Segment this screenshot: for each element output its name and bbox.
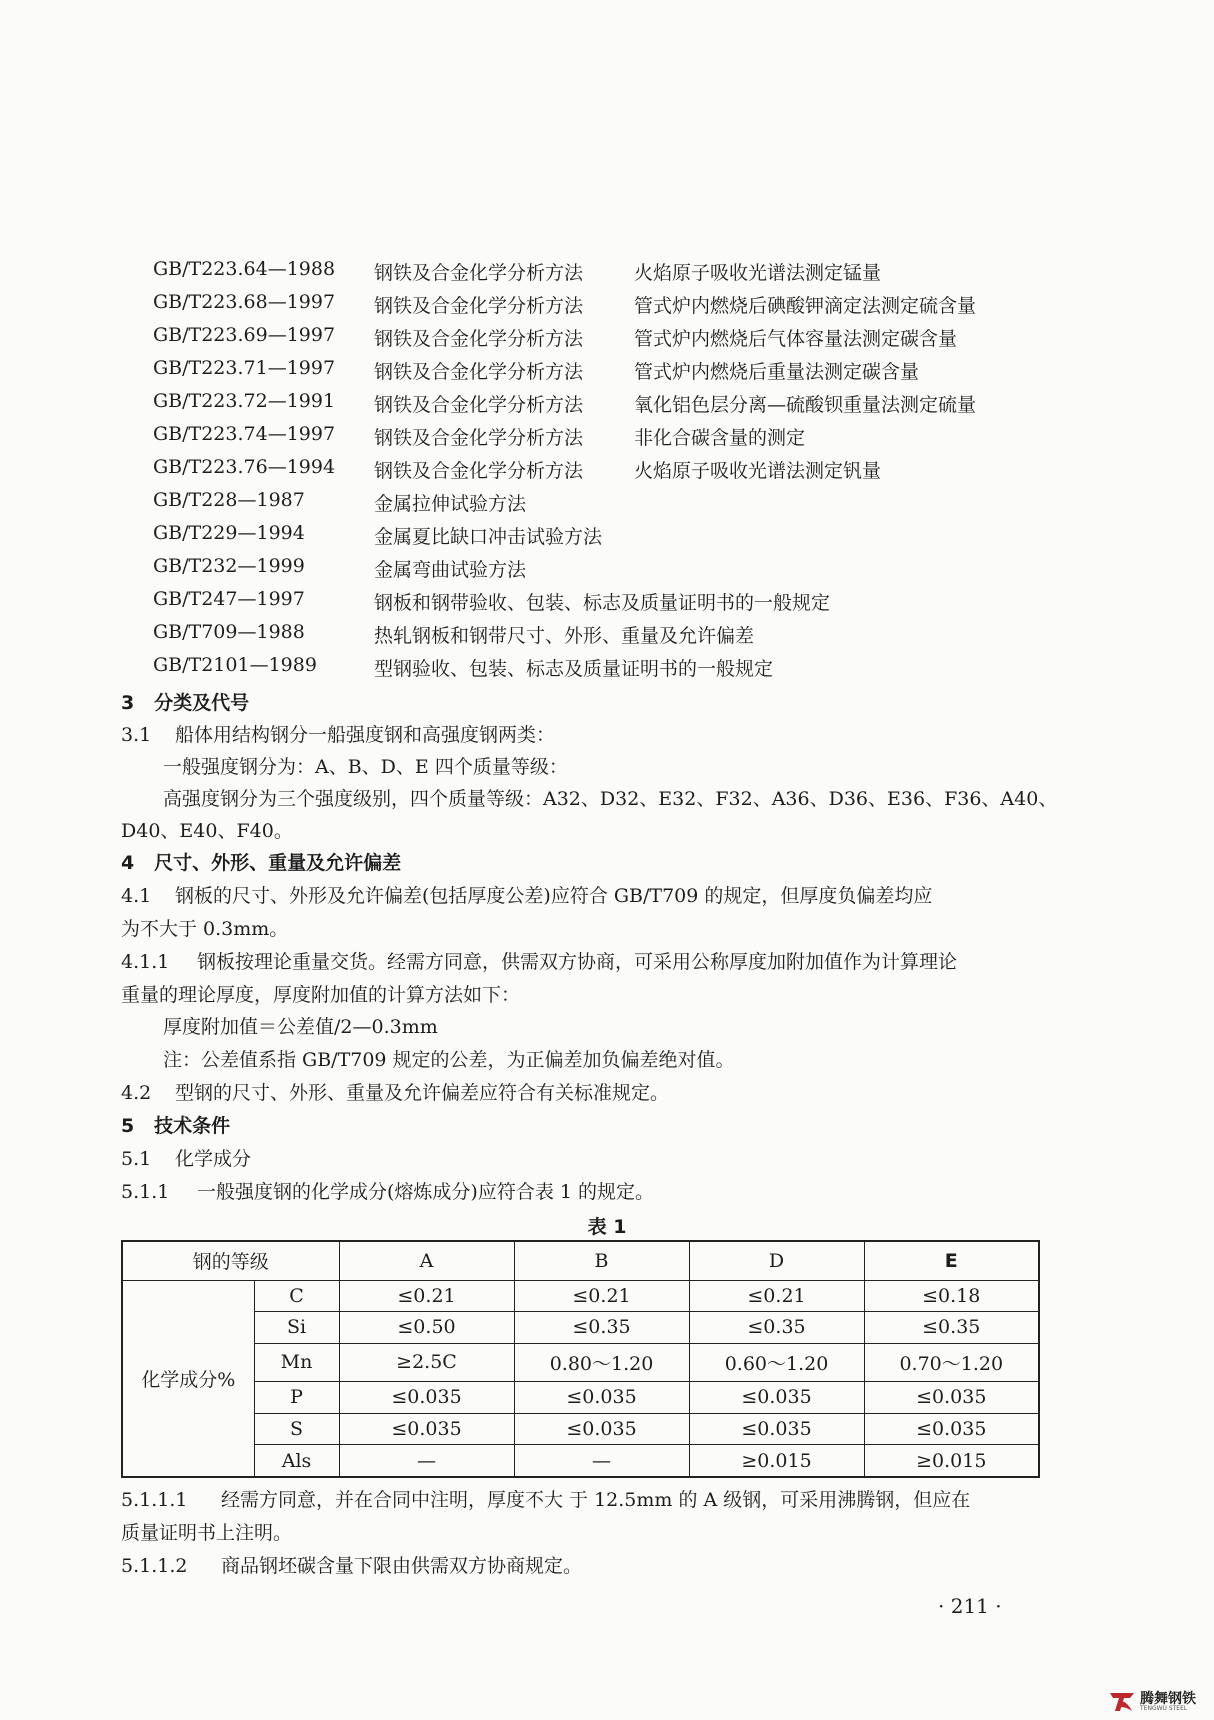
clause-number: 5.1.1.1	[121, 1489, 188, 1511]
reference-title: 热轧钢板和钢带尺寸、外形、重量及允许偏差	[374, 625, 755, 647]
grade-column-header: B	[514, 1241, 689, 1280]
clause-5-1	[121, 1144, 251, 1171]
element-cell: Mn	[254, 1343, 339, 1381]
value-cell: ≤0.035	[864, 1413, 1039, 1445]
reference-title: 金属弯曲试验方法	[374, 559, 527, 581]
reference-code: GB/T223.74—1997	[153, 423, 336, 445]
clause-4-1-cont: 为不大于 0.3mm。	[121, 918, 289, 940]
value-cell: ≤0.35	[514, 1312, 689, 1344]
reference-code: GB/T228—1987	[153, 489, 305, 511]
section-5-heading	[121, 1111, 230, 1138]
section-number: 5	[121, 1115, 135, 1137]
reference-code: GB/T223.72—1991	[153, 390, 336, 412]
clause-number: 5.1.1.2	[121, 1555, 188, 1577]
reference-code: GB/T223.71—1997	[153, 357, 336, 379]
table-row	[122, 1343, 1039, 1381]
reference-title: 金属拉伸试验方法	[374, 493, 527, 515]
value-cell: ≤0.035	[339, 1413, 514, 1445]
clause-text: 商品钢坯碳含量下限由供需双方协商规定。	[221, 1555, 583, 1577]
value-cell: 0.60～1.20	[689, 1343, 864, 1381]
element-cell: Als	[254, 1445, 339, 1477]
clause-text: 钢板按理论重量交货。经需方同意，供需双方协商，可采用公称厚度加附加值作为计算理论	[197, 951, 958, 973]
clause-4-2	[121, 1078, 669, 1105]
clause-number: 4.1	[121, 885, 152, 907]
section-title: 分类及代号	[154, 692, 250, 714]
grade-column-header: E	[864, 1241, 1039, 1280]
section-number: 4	[121, 852, 135, 874]
section-number: 3	[121, 692, 135, 714]
formula: 厚度附加值＝公差值/2—0.3mm	[163, 1016, 438, 1038]
brand-logo	[1108, 1688, 1212, 1716]
reference-subtitle: 非化合碳含量的测定	[634, 427, 806, 449]
value-cell: 0.80～1.20	[514, 1343, 689, 1381]
clause-text: 经需方同意，并在合同中注明，厚度不大 于 12.5mm 的 A 级钢，可采用沸腾钢，但应在	[221, 1489, 971, 1511]
clause-5-1-1-2	[121, 1551, 582, 1578]
reference-subtitle: 氧化铝色层分离—硫酸钡重量法测定硫量	[634, 394, 977, 416]
reference-title: 钢铁及合金化学分析方法	[374, 328, 584, 350]
reference-title: 钢铁及合金化学分析方法	[374, 460, 584, 482]
clause-text: 化学成分	[175, 1148, 252, 1170]
reference-subtitle: 管式炉内燃烧后重量法测定碳含量	[634, 361, 920, 383]
reference-subtitle: 管式炉内燃烧后气体容量法测定碳含量	[634, 328, 958, 350]
section-3-heading	[121, 688, 249, 715]
clause-4-1-1-cont: 重量的理论厚度，厚度附加值的计算方法如下：	[121, 984, 521, 1006]
value-cell: ≥0.015	[689, 1445, 864, 1477]
value-cell: ≤0.21	[514, 1280, 689, 1312]
clause-text: 一般强度钢的化学成分(熔炼成分)应符合表 1 的规定。	[197, 1181, 654, 1203]
note: 注：公差值系指 GB/T709 规定的公差，为正偏差加负偏差绝对值。	[163, 1049, 735, 1071]
grade-column-header: A	[339, 1241, 514, 1280]
reference-title: 型钢验收、包装、标志及质量证明书的一般规定	[374, 658, 774, 680]
grade-header: 钢的等级	[122, 1241, 339, 1280]
value-cell: ≤0.035	[689, 1413, 864, 1445]
value-cell: —	[339, 1445, 514, 1477]
clause-3-1-high-grades: 高强度钢分为三个强度级别，四个质量等级：A32、D32、E32、F32、A36、D36、E36、F36、A40、	[163, 788, 1058, 810]
clause-3-1-high-grades-cont: D40、E40、F40。	[121, 820, 293, 842]
section-title: 尺寸、外形、重量及允许偏差	[154, 852, 402, 874]
table-row	[122, 1382, 1039, 1414]
value-cell: ≤0.035	[514, 1413, 689, 1445]
clause-number: 5.1.1	[121, 1181, 170, 1203]
value-cell: ≤0.035	[689, 1382, 864, 1414]
reference-title: 钢铁及合金化学分析方法	[374, 427, 584, 449]
clause-text: 船体用结构钢分一船强度钢和高强度钢两类：	[175, 724, 556, 746]
section-title: 技术条件	[154, 1115, 231, 1137]
clause-5-1-1-1-cont: 质量证明书上注明。	[121, 1522, 293, 1544]
reference-code: GB/T709—1988	[153, 621, 305, 643]
value-cell: ≤0.35	[689, 1312, 864, 1344]
reference-title: 钢铁及合金化学分析方法	[374, 361, 584, 383]
value-cell: ≥0.015	[864, 1445, 1039, 1477]
element-cell: P	[254, 1382, 339, 1414]
reference-title: 钢铁及合金化学分析方法	[374, 394, 584, 416]
reference-title: 金属夏比缺口冲击试验方法	[374, 526, 603, 548]
reference-subtitle: 管式炉内燃烧后碘酸钾滴定法测定硫含量	[634, 295, 977, 317]
tengwu-logo-icon	[1108, 1689, 1136, 1715]
table-row	[122, 1413, 1039, 1445]
reference-code: GB/T232—1999	[153, 555, 305, 577]
table-row	[122, 1312, 1039, 1344]
clause-text: 型钢的尺寸、外形、重量及允许偏差应符合有关标准规定。	[175, 1082, 670, 1104]
table-row	[122, 1280, 1039, 1312]
clause-number: 3.1	[121, 724, 152, 746]
reference-code: GB/T247—1997	[153, 588, 305, 610]
value-cell: ≤0.035	[339, 1382, 514, 1414]
value-cell: ≤0.21	[339, 1280, 514, 1312]
value-cell: ≤0.21	[689, 1280, 864, 1312]
composition-group-label: 化学成分%	[122, 1280, 254, 1477]
chemical-composition-table	[121, 1240, 1040, 1478]
reference-code: GB/T223.68—1997	[153, 291, 336, 313]
logo-cn-text: 腾舞钢铁	[1140, 1691, 1196, 1707]
clause-3-1	[121, 720, 555, 747]
clause-number: 5.1	[121, 1148, 152, 1170]
reference-code: GB/T2101—1989	[153, 654, 317, 676]
clause-4-1	[121, 881, 932, 908]
value-cell: —	[514, 1445, 689, 1477]
reference-subtitle: 火焰原子吸收光谱法测定钒量	[634, 460, 882, 482]
clause-5-1-1-1	[121, 1485, 970, 1512]
table-header-row	[122, 1241, 1039, 1280]
value-cell: ≤0.35	[864, 1312, 1039, 1344]
element-cell: C	[254, 1280, 339, 1312]
reference-code: GB/T223.76—1994	[153, 456, 336, 478]
reference-title: 钢铁及合金化学分析方法	[374, 262, 584, 284]
clause-number: 4.1.1	[121, 951, 170, 973]
value-cell: ≤0.035	[864, 1382, 1039, 1414]
reference-code: GB/T229—1994	[153, 522, 305, 544]
value-cell: ≤0.035	[514, 1382, 689, 1414]
clause-3-1-normal-grades: 一般强度钢分为：A、B、D、E 四个质量等级：	[163, 756, 568, 778]
table-caption: 表 1	[587, 1216, 627, 1238]
reference-code: GB/T223.69—1997	[153, 324, 336, 346]
section-4-heading	[121, 848, 401, 875]
clause-text: 钢板的尺寸、外形及允许偏差(包括厚度公差)应符合 GB/T709 的规定，但厚度负偏差均应	[175, 885, 933, 907]
clause-4-1-1	[121, 947, 957, 974]
element-cell: Si	[254, 1312, 339, 1344]
table-row	[122, 1445, 1039, 1477]
reference-title: 钢铁及合金化学分析方法	[374, 295, 584, 317]
reference-title: 钢板和钢带验收、包装、标志及质量证明书的一般规定	[374, 592, 831, 614]
reference-subtitle: 火焰原子吸收光谱法测定锰量	[634, 262, 882, 284]
logo-en-text: TENGWU STEEL	[1140, 1705, 1188, 1712]
page-number: · 211 ·	[938, 1594, 1002, 1618]
element-cell: S	[254, 1413, 339, 1445]
clause-number: 4.2	[121, 1082, 152, 1104]
clause-5-1-1	[121, 1177, 654, 1204]
value-cell: ≤0.50	[339, 1312, 514, 1344]
reference-code: GB/T223.64—1988	[153, 258, 336, 280]
value-cell: ≥2.5C	[339, 1343, 514, 1381]
grade-column-header: D	[689, 1241, 864, 1280]
value-cell: 0.70～1.20	[864, 1343, 1039, 1381]
value-cell: ≤0.18	[864, 1280, 1039, 1312]
